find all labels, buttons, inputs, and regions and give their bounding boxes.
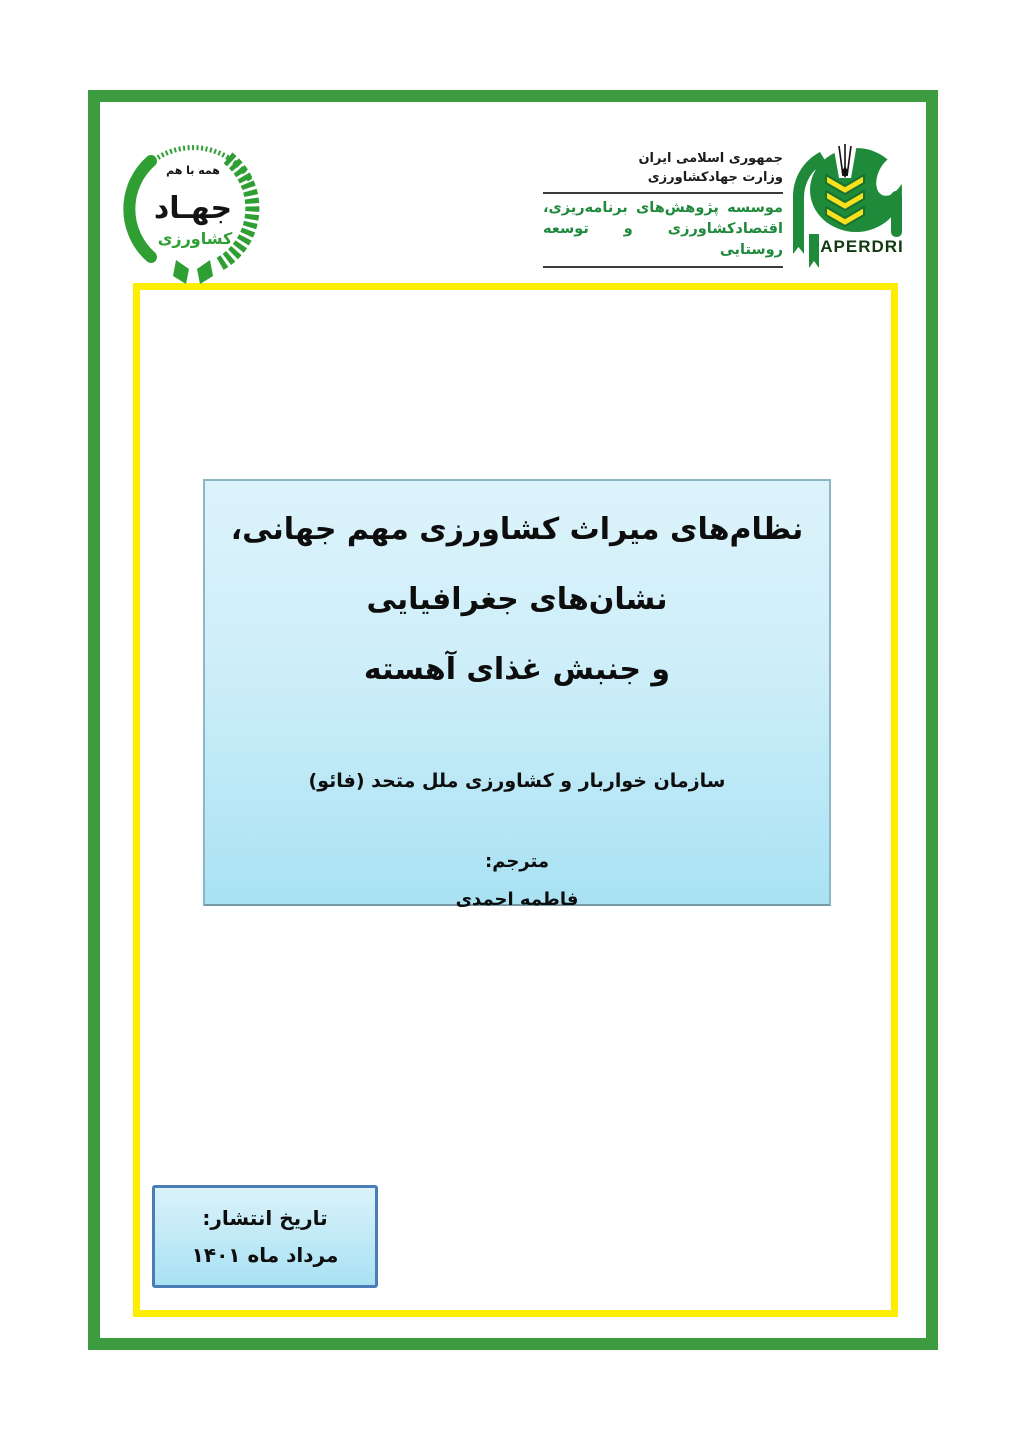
- ministry-line-2: وزارت جهادکشاورزی: [647, 170, 783, 185]
- logo-main-text: جهـاد: [153, 191, 233, 226]
- ministry-line-1: جمهوری اسلامی ایران: [638, 151, 783, 166]
- title-box: [203, 479, 831, 910]
- subtitle-fao: سازمان خواربار و کشاورزی ملل متحد (فائو): [308, 770, 726, 792]
- publication-date-box: [152, 1185, 378, 1288]
- logo-sub-text: کشاورزی: [157, 229, 233, 248]
- institute-line-2: اقتصادکشاورزی و توسعه روستایی: [543, 221, 783, 258]
- title-line-2: نشان‌های جغرافیایی: [366, 582, 668, 617]
- title-line-1: نظام‌های میراث کشاورزی مهم جهانی،: [230, 512, 804, 547]
- logo-motto-text: همه با هم: [166, 164, 220, 177]
- logo-ribbon-right: [197, 260, 213, 284]
- logo-ribbon-left: [173, 260, 189, 284]
- header-text-block: [543, 149, 783, 272]
- jahad-keshavarzi-logo-icon: [118, 132, 268, 287]
- header-divider-bottom: [543, 266, 783, 268]
- translator-label: مترجم:: [485, 851, 549, 872]
- publication-date-value: مرداد ماه ۱۴۰۱: [191, 1242, 339, 1267]
- aperdri-right-tail: [891, 191, 902, 237]
- aperdri-small-tail: [809, 234, 819, 268]
- aperdri-logo-icon: [788, 136, 910, 271]
- aperdri-acronym-text: APERDRI: [820, 237, 904, 256]
- header-divider-top: [543, 192, 783, 194]
- title-line-3: و جنبش غذای آهسته: [363, 652, 671, 687]
- publication-date-label: تاریخ انتشار:: [202, 1205, 328, 1230]
- logo-left-crescent: [129, 161, 151, 257]
- translator-name: فاطمه احمدی: [455, 889, 579, 910]
- institute-line-1: موسسه پژوهش‌های برنامه‌ریزی،: [543, 200, 783, 216]
